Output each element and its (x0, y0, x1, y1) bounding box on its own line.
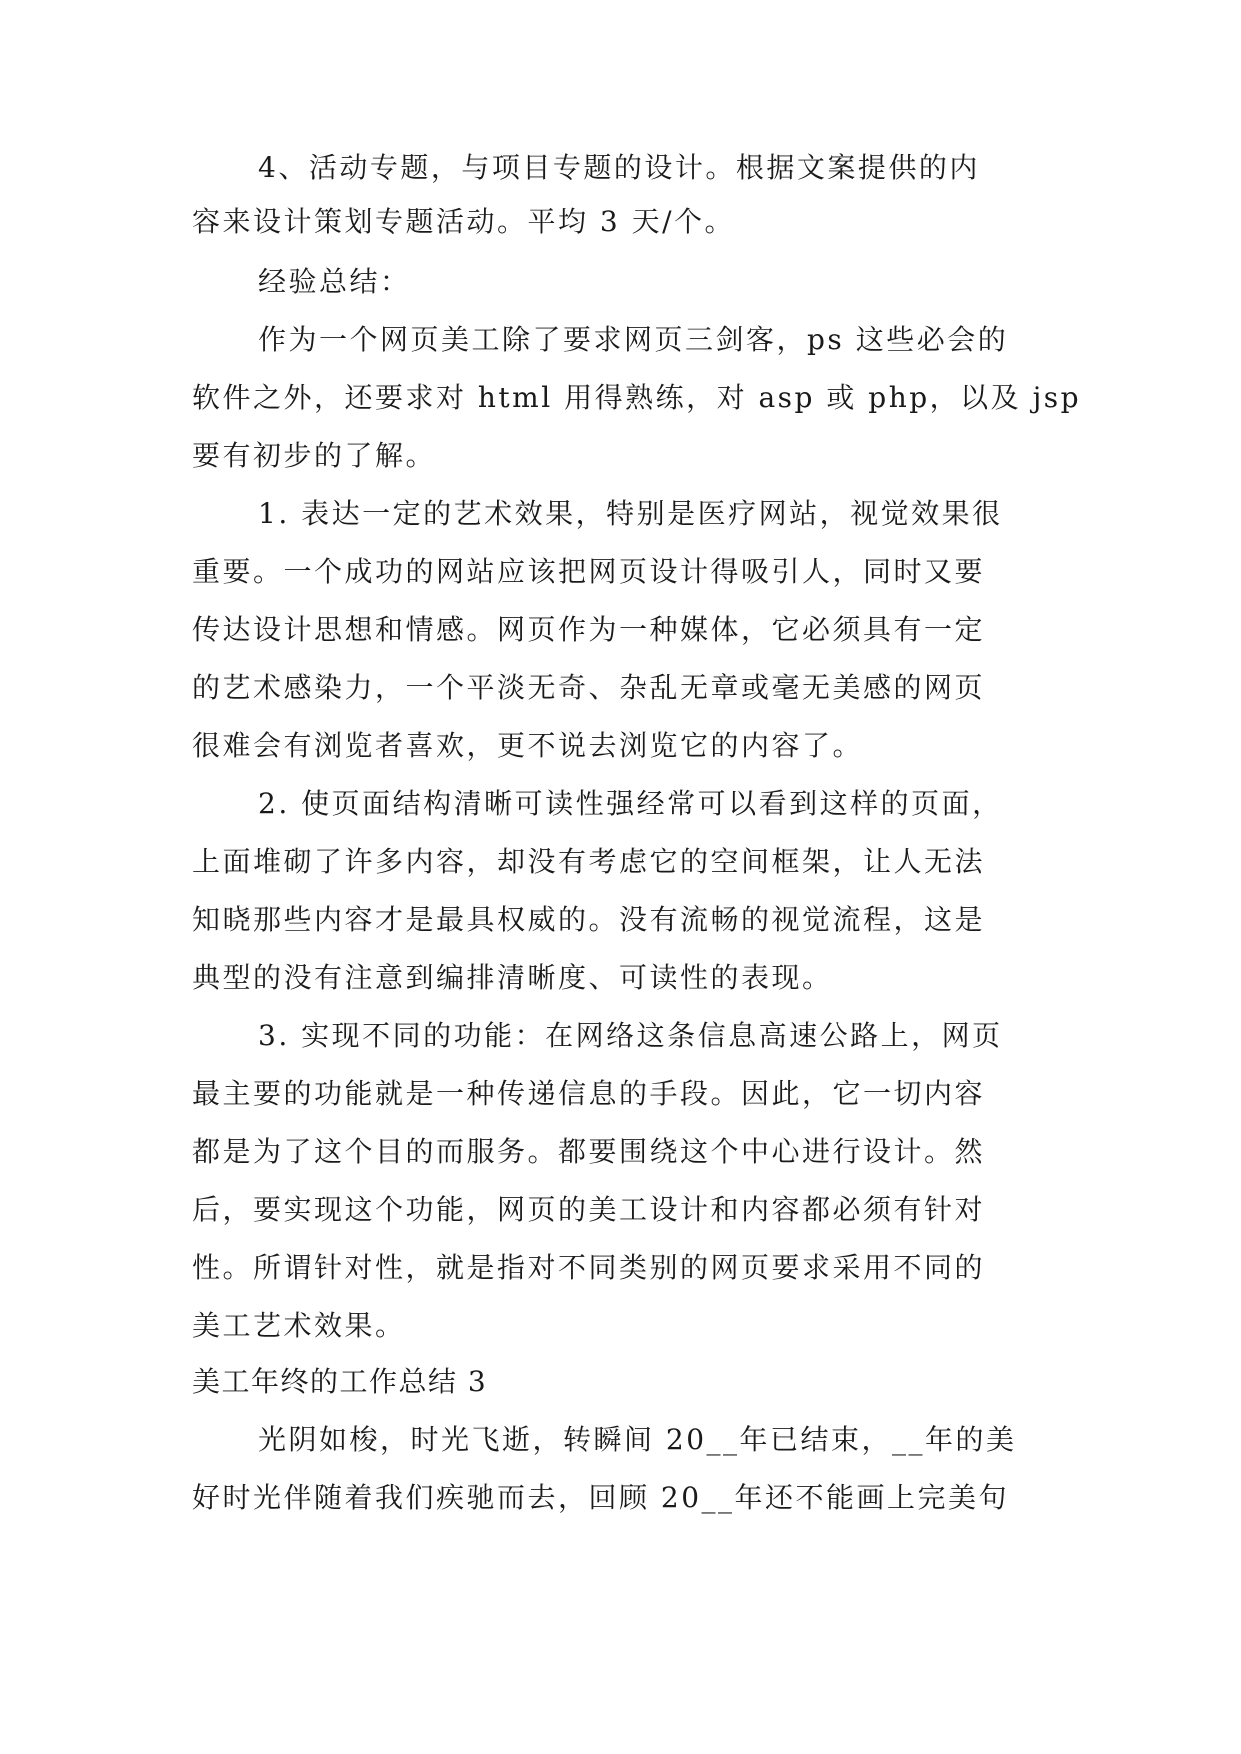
text-line: 3. 实现不同的功能：在网络这条信息高速公路上，网页 (258, 1019, 1003, 1052)
text-line: 4、活动专题，与项目专题的设计。根据文案提供的内 (258, 151, 980, 184)
text-line: 都是为了这个目的而服务。都要围绕这个中心进行设计。然 (192, 1135, 986, 1168)
text-line: 1. 表达一定的艺术效果，特别是医疗网站，视觉效果很 (258, 497, 1003, 530)
section-heading: 美工年终的工作总结 3 (192, 1365, 488, 1398)
text-line: 很难会有浏览者喜欢，更不说去浏览它的内容了。 (192, 729, 864, 762)
text-line: 容来设计策划专题活动。平均 3 天/个。 (192, 205, 736, 238)
text-line: 最主要的功能就是一种传递信息的手段。因此，它一切内容 (192, 1077, 986, 1110)
text-line: 2. 使页面结构清晰可读性强经常可以看到这样的页面， (258, 787, 1003, 820)
text-line: 好时光伴随着我们疾驰而去，回顾 20__年还不能画上完美句 (192, 1481, 1010, 1514)
text-line: 要有初步的了解。 (192, 439, 437, 472)
text-line: 传达设计思想和情感。网页作为一种媒体，它必须具有一定 (192, 613, 986, 646)
text-line: 重要。一个成功的网站应该把网页设计得吸引人，同时又要 (192, 555, 986, 588)
text-line: 后，要实现这个功能，网页的美工设计和内容都必须有针对 (192, 1193, 986, 1226)
text-line: 的艺术感染力，一个平淡无奇、杂乱无章或毫无美感的网页 (192, 671, 986, 704)
text-line: 软件之外，还要求对 html 用得熟练，对 asp 或 php，以及 jsp (192, 381, 1082, 414)
text-line: 经验总结： (258, 265, 411, 298)
text-line: 美工艺术效果。 (192, 1309, 406, 1342)
text-line: 知晓那些内容才是最具权威的。没有流畅的视觉流程，这是 (192, 903, 986, 936)
text-line: 光阴如梭，时光飞逝，转瞬间 20__年已结束，__年的美 (258, 1423, 1017, 1456)
text-line: 上面堆砌了许多内容，却没有考虑它的空间框架，让人无法 (192, 845, 986, 878)
text-line: 性。所谓针对性，就是指对不同类别的网页要求采用不同的 (192, 1251, 986, 1284)
text-line: 典型的没有注意到编排清晰度、可读性的表现。 (192, 961, 833, 994)
text-line: 作为一个网页美工除了要求网页三剑客，ps 这些必会的 (258, 323, 1009, 356)
